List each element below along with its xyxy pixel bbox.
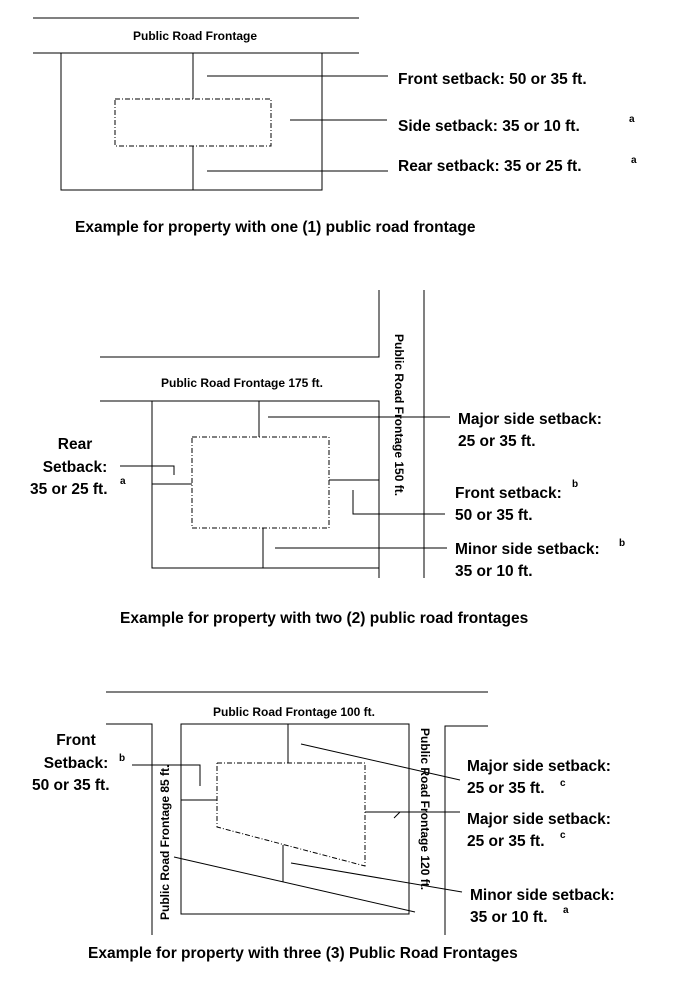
caption-two-frontages: Example for property with two (2) public road frontages (120, 610, 529, 627)
rear-setback-label-line2: Setback: (42, 459, 108, 476)
property-boundary (181, 724, 409, 914)
major-side-setback-label: Major side setback: (458, 411, 602, 428)
footnote-marker: a (563, 905, 569, 916)
property-boundary (61, 53, 322, 190)
caption-three-frontages: Example for property with three (3) Public Road Frontages (88, 945, 518, 962)
road-edge-line (106, 724, 152, 935)
building-envelope (217, 763, 365, 866)
rear-setback-value: 35 or 25 ft. (30, 481, 108, 498)
minor-side-setback-value: 35 or 10 ft. (455, 563, 533, 580)
front-setback-label: Front setback: 50 or 35 ft. (398, 71, 587, 88)
diagram-two-frontages (30, 290, 625, 627)
minor-side-setback-value: 35 or 10 ft. (470, 909, 548, 926)
footnote-marker: a (120, 476, 126, 487)
road-frontage-right-label: Public Road Frontage 150 ft. (392, 334, 406, 497)
rear-setback-leader (120, 466, 174, 475)
major-side-setback-value: 25 or 35 ft. (458, 433, 536, 450)
footnote-marker: b (619, 538, 626, 549)
road-frontage-left-label: Public Road Frontage 85 ft. (158, 764, 172, 920)
minor-side-setback-leader (291, 863, 462, 892)
footnote-marker: b (572, 479, 579, 490)
road-frontage-top-label: Public Road Frontage 100 ft. (212, 705, 376, 719)
road-frontage-top-label: Public Road Frontage 175 ft. (160, 376, 324, 390)
rear-setback-label: Rear setback: 35 or 25 ft. (398, 158, 582, 175)
side-setback-label: Side setback: 35 or 10 ft. (398, 118, 580, 135)
front-setback-label: Front setback: (455, 485, 562, 502)
footnote-marker: a (629, 114, 635, 125)
footnote-marker: b (119, 753, 126, 764)
major-side-setback-label: Major side setback: (467, 811, 611, 828)
front-setback-value: 50 or 35 ft. (455, 507, 533, 524)
rear-setback-label-line1: Rear (57, 436, 93, 453)
road-frontage-right-label: Public Road Frontage 120 ft. (418, 728, 432, 891)
road-edge-line (100, 290, 379, 357)
front-setback-label-line2: Setback: (43, 755, 109, 772)
minor-side-setback-label: Minor side setback: (455, 541, 600, 558)
major-side-setback-label: Major side setback: (467, 758, 611, 775)
front-setback-label-line1: Front (56, 732, 96, 749)
footnote-marker: a (631, 155, 637, 166)
major-side-setback-value: 25 or 35 ft. (467, 833, 545, 850)
minor-side-setback-label: Minor side setback: (470, 887, 615, 904)
diagram-three-frontages (32, 692, 615, 962)
major-side-setback-leader (301, 744, 460, 780)
building-envelope (192, 437, 329, 528)
footnote-marker: c (560, 778, 566, 789)
front-setback-value: 50 or 35 ft. (32, 777, 110, 794)
major-side-setback-value: 25 or 35 ft. (467, 780, 545, 797)
footnote-marker: c (560, 830, 566, 841)
road-frontage-label: Public Road Frontage (132, 29, 258, 43)
caption-one-frontage: Example for property with one (1) public road frontage (75, 219, 476, 236)
building-envelope (115, 99, 271, 146)
property-boundary-road-side (100, 401, 379, 578)
diagram-one-frontage (33, 18, 637, 236)
frontage-leader (174, 857, 415, 912)
